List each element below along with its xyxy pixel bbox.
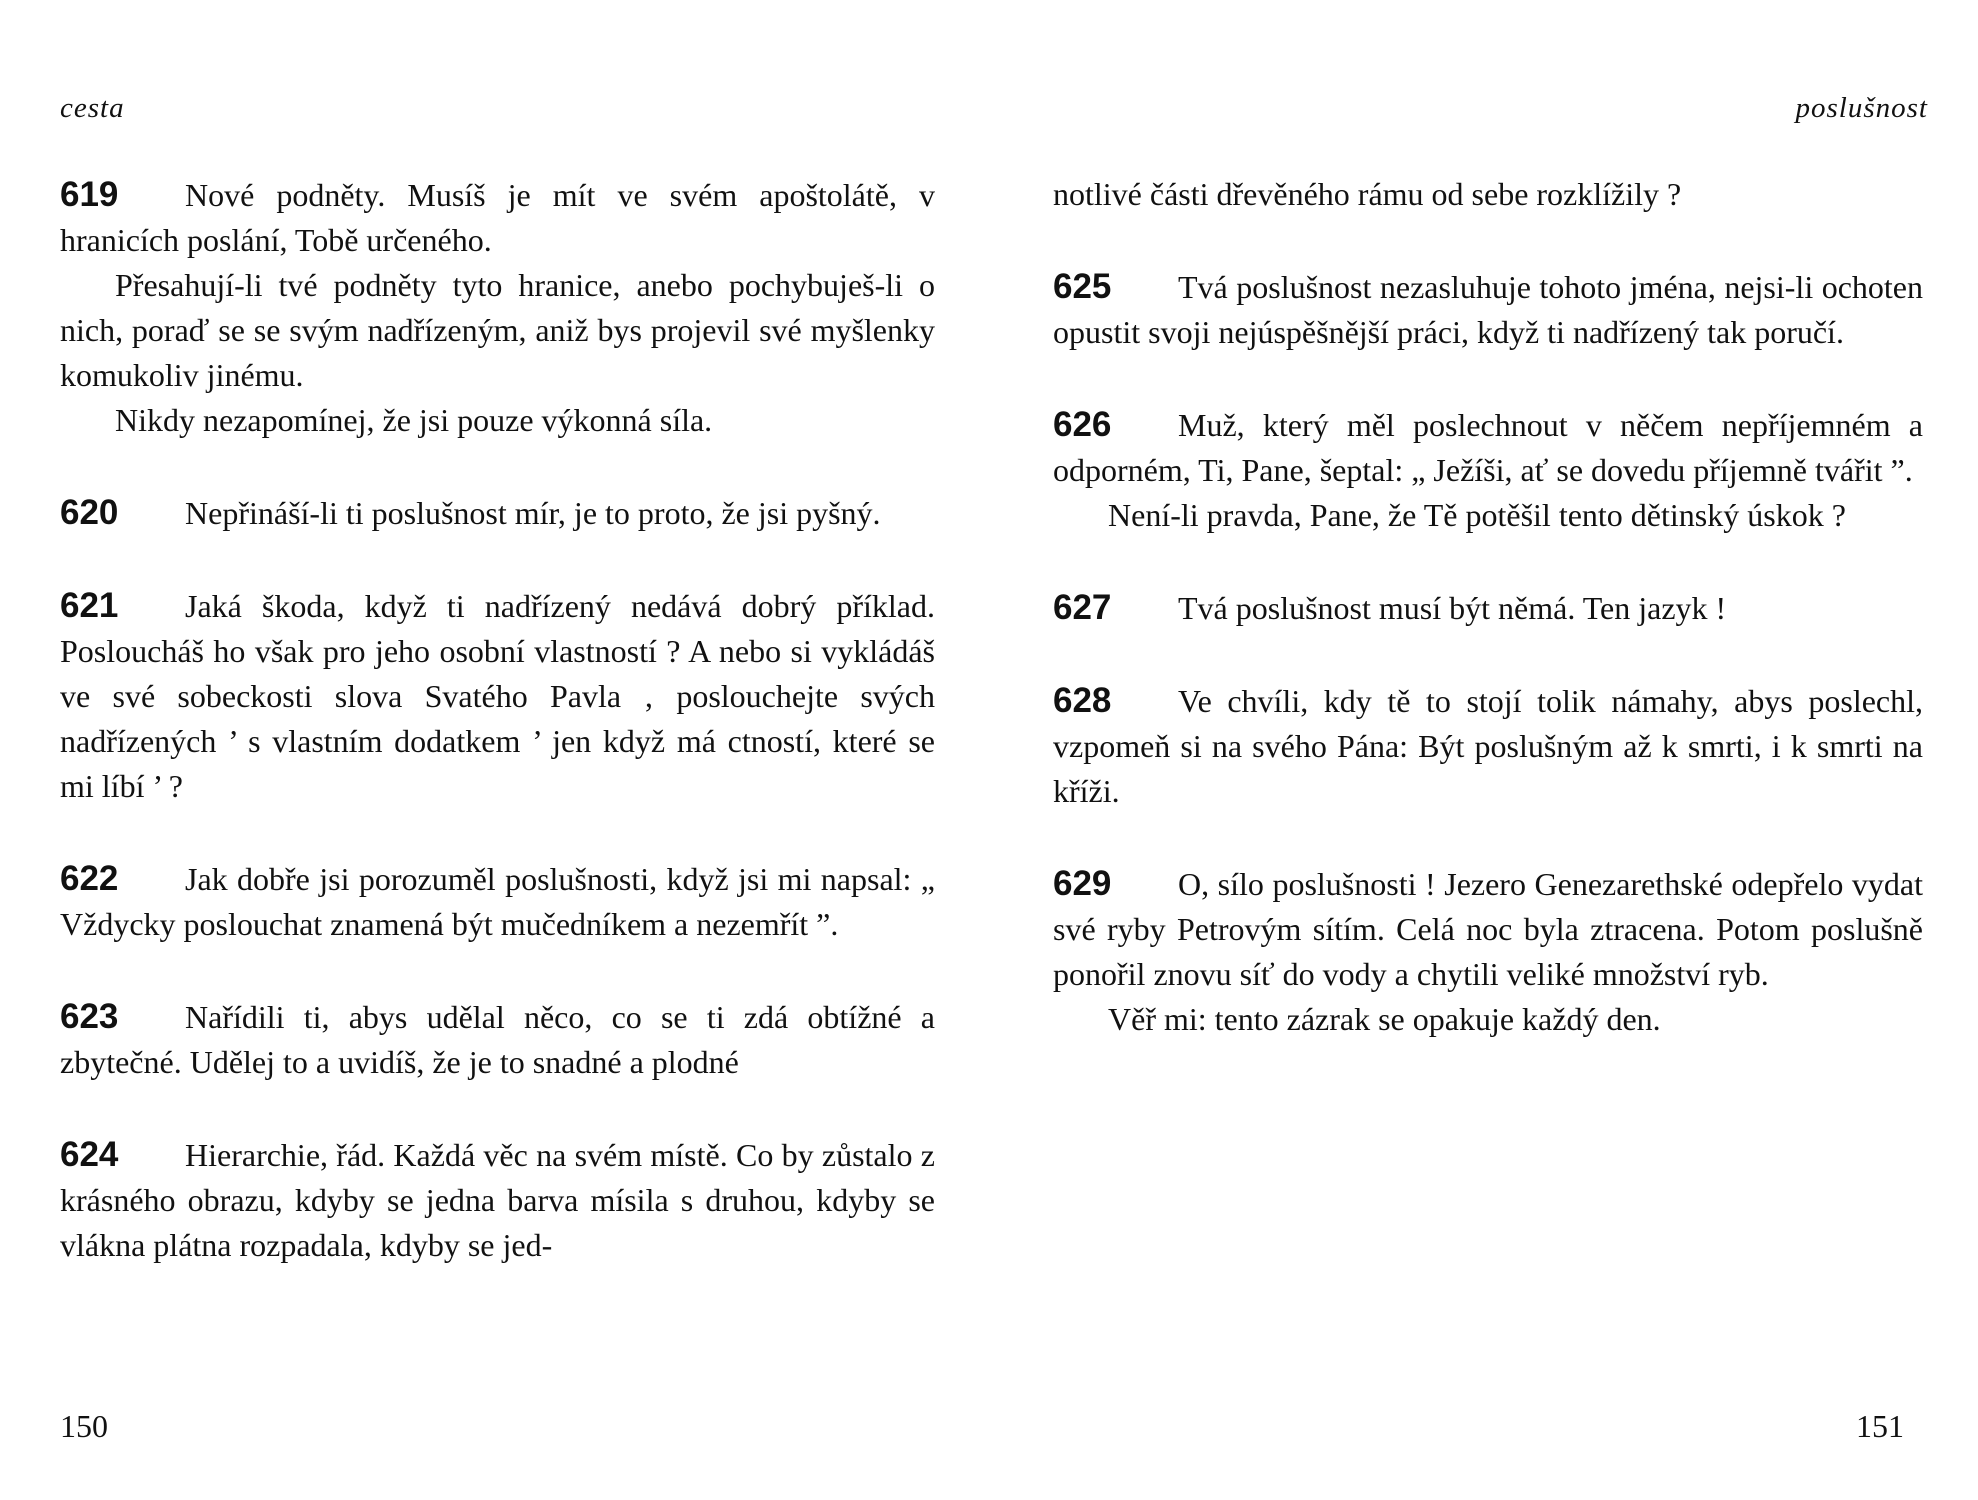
entry-625	[1053, 264, 1923, 355]
entry-620	[60, 490, 935, 536]
entry-paragraph: Věř mi: tento zázrak se opakuje každý den.	[1108, 1001, 1661, 1037]
entry-number: 629	[1053, 864, 1112, 903]
running-head: poslušnost	[1795, 92, 1928, 124]
running-head: cesta	[60, 92, 125, 124]
entry-number: 625	[1053, 267, 1112, 306]
entry-number: 621	[60, 586, 119, 625]
entry-text: Muž, který měl poslechnout v něčem nepříjemném a odporném, Ti, Pane, šeptal: „ Ježíši, ať se dovedu příjemně tvářit ”.	[1053, 407, 1923, 488]
page-number: 150	[60, 1408, 108, 1444]
entry-627	[1053, 585, 1923, 631]
entry-paragraph: notlivé části dřevěného rámu od sebe rozklížily ?	[1053, 176, 1682, 212]
entry-paragraph: Není-li pravda, Pane, že Tě potěšil tento dětinský úskok ?	[1108, 497, 1846, 533]
entry-628	[1053, 678, 1923, 814]
entry-number: 620	[60, 493, 119, 532]
entry-paragraph: Přesahují-li tvé podněty tyto hranice, anebo pochybuješ-li o nich, poraď se se svým nadřízeným, aniž bys projevil své myšlenky komukoliv jinému.	[60, 267, 935, 393]
entry-paragraph	[60, 490, 935, 536]
page-number: 151	[1856, 1408, 1904, 1444]
right-page	[989, 0, 1978, 1500]
entry-text: Ve chvíli, kdy tě to stojí tolik námahy, abys poslechl, vzpomeň si na svého Pána: Být poslušným až k smrti, i k smrti na kříži.	[1053, 683, 1923, 809]
entry-paragraph: Nikdy nezapomínej, že jsi pouze výkonná síla.	[115, 402, 713, 438]
continued-text	[1053, 172, 1923, 217]
entry-paragraph	[60, 583, 935, 809]
entry-626	[1053, 402, 1923, 538]
entry-text: Tvá poslušnost musí být němá. Ten jazyk !	[1178, 590, 1727, 626]
entry-paragraph	[1053, 402, 1923, 493]
entry-number: 619	[60, 175, 119, 214]
entry-text: Nepřináší-li ti poslušnost mír, je to proto, že jsi pyšný.	[185, 495, 881, 531]
entry-paragraph	[1053, 861, 1923, 997]
entry-paragraph	[1053, 264, 1923, 355]
entry-number: 627	[1053, 588, 1112, 627]
entry-text: Hierarchie, řád. Každá věc na svém místě. Co by zůstalo z krásného obrazu, kdyby se jedna barva mísila s druhou, kdyby se vlákna plátna rozpadala, kdyby se jed-	[60, 1137, 935, 1263]
entry-text: Nařídili ti, abys udělal něco, co se ti zdá obtížné a zbytečné. Udělej to a uvidíš, že je to snadné a plodné	[60, 999, 935, 1080]
entry-text: Nové podněty. Musíš je mít ve svém apoštolátě, v hranicích poslání, Tobě určeného.	[60, 177, 935, 258]
entry-number: 624	[60, 1135, 119, 1174]
text-column	[60, 172, 935, 1315]
entry-text: Jak dobře jsi porozuměl poslušnosti, když jsi mi napsal: „ Vždycky poslouchat znamená být mučedníkem a nezemřít ”.	[60, 861, 935, 942]
text-column	[1053, 172, 1923, 1089]
entry-paragraph	[60, 1132, 935, 1268]
entry-text: Jaká škoda, když ti nadřízený nedává dobrý příklad. Posloucháš ho však pro jeho osobní vlastností ? A nebo si vykládáš ve své sobeckosti slova Svatého Pavla ‚ poslouchejte svých nadřízených ’ s vlastním dodatkem ’ jen když má ctností, které se mi líbí ’ ?	[60, 588, 935, 804]
entry-621	[60, 583, 935, 809]
entry-number: 626	[1053, 405, 1112, 444]
entry-paragraph	[60, 856, 935, 947]
entry-622	[60, 856, 935, 947]
entry-number: 623	[60, 997, 119, 1036]
entry-623	[60, 994, 935, 1085]
entry-624	[60, 1132, 935, 1268]
entry-paragraph	[60, 994, 935, 1085]
entry-text: Tvá poslušnost nezasluhuje tohoto jména, nejsi-li ochoten opustit svoji nejúspěšnější práci, když ti nadřízený tak poručí.	[1053, 269, 1923, 350]
entry-number: 628	[1053, 681, 1112, 720]
entry-number: 622	[60, 859, 119, 898]
entry-paragraph	[1053, 585, 1923, 631]
entry-619	[60, 172, 935, 443]
entry-paragraph	[1053, 678, 1923, 814]
entry-text: O, sílo poslušnosti ! Jezero Genezarethské odepřelo vydat své ryby Petrovým sítím. Celá noc byla ztracena. Potom poslušně ponořil znovu síť do vody a chytili veliké množství ryb.	[1053, 866, 1923, 992]
entry-paragraph	[60, 172, 935, 263]
entry-629	[1053, 861, 1923, 1042]
